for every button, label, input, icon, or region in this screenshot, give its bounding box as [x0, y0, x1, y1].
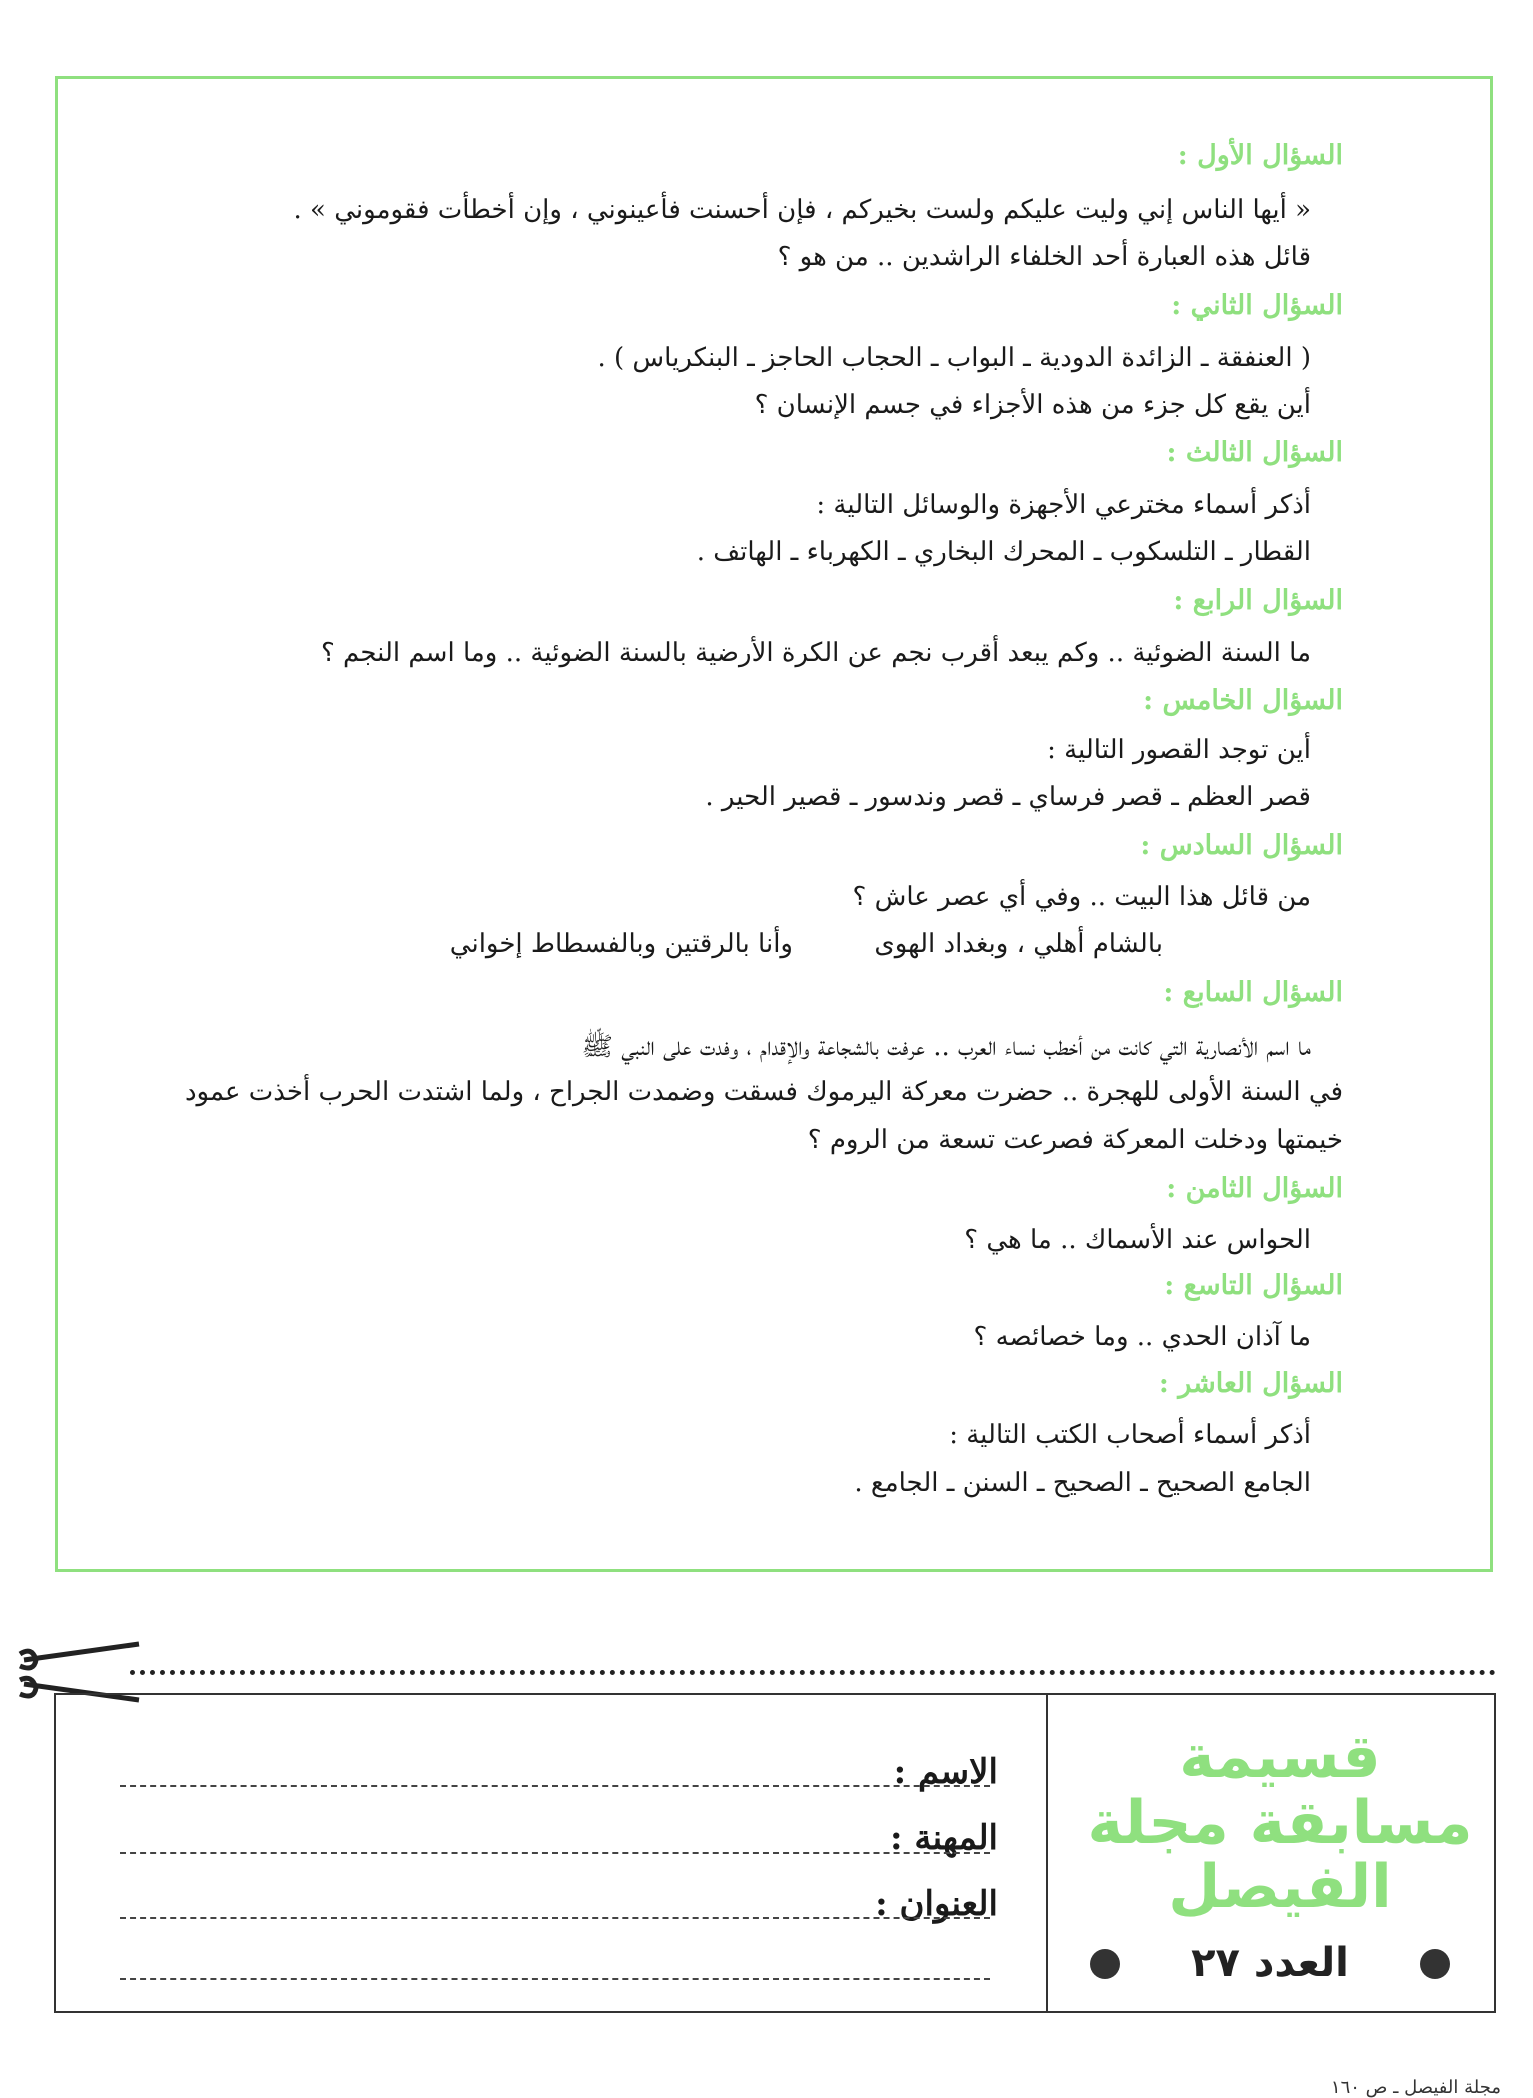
coupon-title-line-3: الفيصل — [1168, 1852, 1392, 1922]
question-10-title: السؤال العاشر : — [1158, 1368, 1343, 1399]
issue-dot-right — [1420, 1949, 1450, 1979]
question-6-verse-second: وأنا بالرقتين وبالفسطاط إخواني — [449, 929, 793, 959]
question-5-title: السؤال الخامس : — [1143, 685, 1343, 716]
name-field-label: الاسم : — [893, 1752, 998, 1792]
question-4-title: السؤال الرابع : — [1173, 585, 1343, 616]
page-footer: مجلة الفيصل ـ ص ١٦٠ — [1330, 2077, 1501, 2098]
question-3-line-2: القطار ـ التلسكوب ـ المحرك البخاري ـ الكهرباء ـ الهاتف . — [696, 537, 1311, 567]
question-2-line-1: ( العنفقة ـ الزائدة الدودية ـ البواب ـ الحجاب الحاجز ـ البنكرياس ) . — [597, 343, 1311, 373]
question-6-verse-first: بالشام أهلي ، وبغداد الهوى — [874, 929, 1163, 959]
question-10-line-2: الجامع الصحيح ـ الصحيح ـ السنن ـ الجامع . — [854, 1468, 1311, 1498]
question-7-line-1: ما اسم الأنصارية التي كانت من أخطب نساء العرب .. عرفت بالشجاعة والإقدام ، وفدت على النبي ﷺ — [581, 1032, 1311, 1062]
issue-dot-left — [1090, 1949, 1120, 1979]
question-1-line-1: « أيها الناس إني وليت عليكم ولست بخيركم ، فإن أحسنت فأعينوني ، وإن أخطأت فقوموني » . — [293, 195, 1311, 225]
question-2-line-2: أين يقع كل جزء من هذه الأجزاء في جسم الإنسان ؟ — [754, 390, 1311, 420]
question-7-line-2: في السنة الأولى للهجرة .. حضرت معركة اليرموك فسقت وضمدت الجراح ، ولما اشتدت الحرب أخذت عمود — [184, 1077, 1343, 1107]
issue-label: العدد ٢٧ — [1191, 1940, 1349, 1986]
coupon-divider — [1046, 1693, 1048, 2013]
question-9-title: السؤال التاسع : — [1164, 1270, 1343, 1301]
question-4-line-1: ما السنة الضوئية .. وكم يبعد أقرب نجم عن الكرة الأرضية بالسنة الضوئية .. وما اسم النجم ؟ — [320, 638, 1311, 668]
question-7-line-3: خيمتها ودخلت المعركة فصرعت تسعة من الروم ؟ — [807, 1125, 1343, 1155]
issue-number — [1090, 1940, 1450, 1990]
question-7-title: السؤال السابع : — [1163, 977, 1343, 1008]
address-field-extra-line[interactable] — [120, 1978, 990, 1980]
question-5-line-2: قصر العظم ـ قصر فرساي ـ قصر وندسور ـ قصير الحير . — [705, 782, 1311, 812]
address-field-label: العنوان : — [875, 1884, 998, 1924]
cut-dotted-line — [130, 1670, 1496, 1675]
coupon-title-line-2: مسابقة مجلة — [1087, 1788, 1473, 1858]
question-6-line-1: من قائل هذا البيت .. وفي أي عصر عاش ؟ — [852, 882, 1311, 912]
question-5-line-1: أين توجد القصور التالية : — [1047, 735, 1311, 765]
address-field[interactable] — [120, 1917, 990, 1919]
question-3-title: السؤال الثالث : — [1166, 437, 1343, 468]
question-8-line-1: الحواس عند الأسماك .. ما هي ؟ — [964, 1225, 1311, 1255]
occupation-field[interactable] — [120, 1852, 990, 1854]
coupon-title-line-1: قسيمة — [1179, 1722, 1381, 1792]
occupation-field-label: المهنة : — [889, 1818, 998, 1858]
question-1-line-2: قائل هذه العبارة أحد الخلفاء الراشدين .. من هو ؟ — [777, 242, 1311, 272]
question-10-line-1: أذكر أسماء أصحاب الكتب التالية : — [949, 1420, 1311, 1450]
question-3-line-1: أذكر أسماء مخترعي الأجهزة والوسائل التالية : — [816, 490, 1311, 520]
question-8-title: السؤال الثامن : — [1166, 1173, 1343, 1204]
question-9-line-1: ما آذان الحدي .. وما خصائصه ؟ — [973, 1322, 1311, 1352]
question-1-title: السؤال الأول : — [1177, 140, 1343, 171]
name-field[interactable] — [120, 1785, 990, 1787]
question-6-title: السؤال السادس : — [1140, 830, 1343, 861]
question-2-title: السؤال الثاني : — [1171, 290, 1343, 321]
